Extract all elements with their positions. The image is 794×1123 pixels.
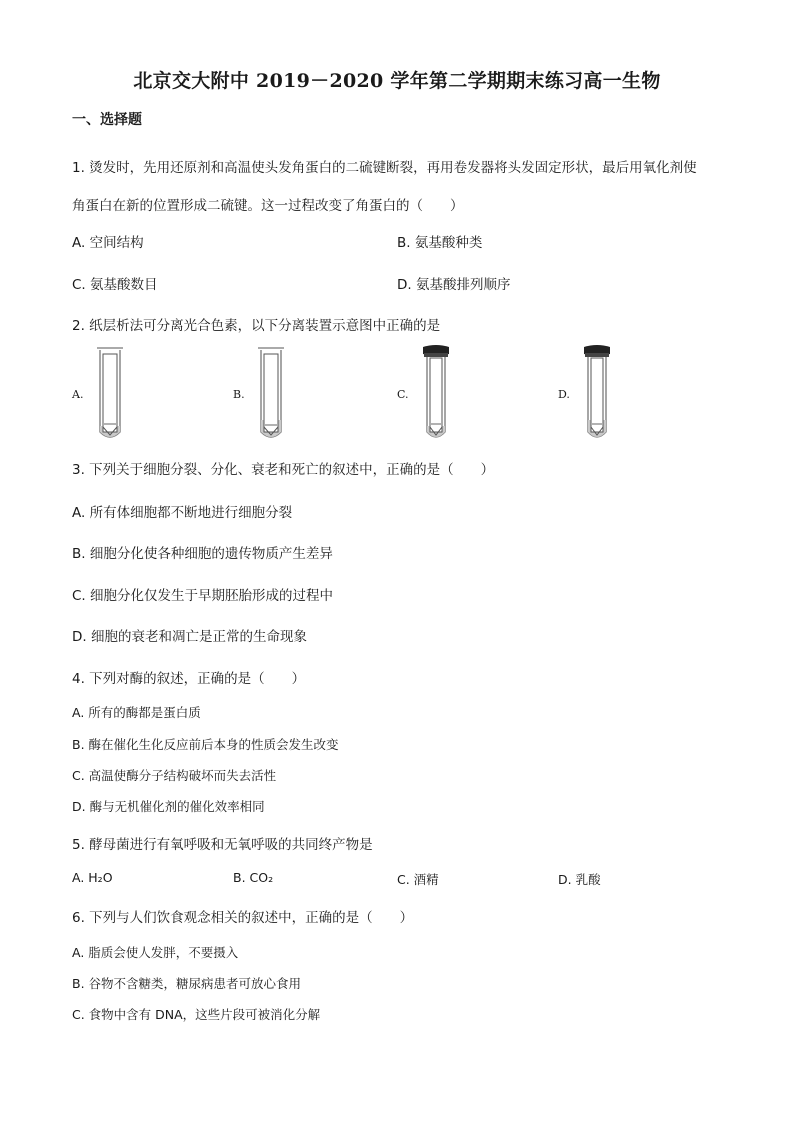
q4-option-d[interactable]: D. 酶与无机催化剂的催化效率相同 [72, 799, 265, 814]
q1-option-c[interactable]: C. 氨基酸数目 [72, 277, 158, 293]
q2-option-c[interactable]: C. [397, 388, 409, 401]
q2-stem: 2. 纸层析法可分离光合色素，以下分离装置示意图中正确的是 [72, 318, 441, 334]
q4-option-c[interactable]: C. 高温使酶分子结构破坏而失去活性 [72, 768, 277, 783]
q6-option-b[interactable]: B. 谷物不含糖类，糖尿病患者可放心食用 [72, 976, 302, 991]
q1-option-b[interactable]: B. 氨基酸种类 [397, 235, 483, 251]
q6-option-a[interactable]: A. 脂质会使人发胖，不要摄入 [72, 945, 239, 960]
q2-option-a[interactable]: A. [72, 388, 84, 401]
test-tube-d-diagram [580, 344, 614, 444]
q3-option-d[interactable]: D. 细胞的衰老和凋亡是正常的生命现象 [72, 629, 307, 645]
q1-stem-line2: 角蛋白在新的位置形成二硫键。这一过程改变了角蛋白的（ ） [72, 198, 464, 214]
q4-option-a[interactable]: A. 所有的酶都是蛋白质 [72, 705, 201, 720]
q5-stem: 5. 酵母菌进行有氧呼吸和无氧呼吸的共同终产物是 [72, 837, 373, 853]
q1-option-a[interactable]: A. 空间结构 [72, 235, 144, 251]
q3-stem: 3. 下列关于细胞分裂、分化、衰老和死亡的叙述中，正确的是（ ） [72, 462, 495, 478]
q4-option-b[interactable]: B. 酶在催化生化反应前后本身的性质会发生改变 [72, 737, 339, 752]
q5-option-a[interactable]: A. H₂O [72, 870, 113, 885]
section-heading: 一、选择题 [72, 112, 142, 128]
q4-stem: 4. 下列对酶的叙述，正确的是（ ） [72, 671, 306, 687]
page-title: 北京交大附中 2019－2020 学年第二学期期末练习高一生物 [133, 70, 661, 92]
q2-option-b[interactable]: B. [233, 388, 245, 401]
q6-stem: 6. 下列与人们饮食观念相关的叙述中，正确的是（ ） [72, 910, 414, 926]
q3-option-c[interactable]: C. 细胞分化仅发生于早期胚胎形成的过程中 [72, 588, 334, 604]
q3-option-b[interactable]: B. 细胞分化使各种细胞的遗传物质产生差异 [72, 546, 333, 562]
test-tube-b-diagram [255, 346, 287, 444]
q1-stem-line1: 1. 烫发时，先用还原剂和高温使头发角蛋白的二硫键断裂，再用卷发器将头发固定形状，最后用氧化剂使 [72, 160, 697, 176]
q5-option-b[interactable]: B. CO₂ [233, 870, 274, 885]
q5-option-d[interactable]: D. 乳酸 [558, 872, 601, 887]
q2-option-d[interactable]: D. [558, 388, 570, 401]
q5-option-c[interactable]: C. 酒精 [397, 872, 439, 887]
test-tube-c-diagram [419, 344, 453, 444]
test-tube-a-diagram [94, 346, 126, 444]
q6-option-c[interactable]: C. 食物中含有 DNA，这些片段可被消化分解 [72, 1007, 321, 1022]
q1-option-d[interactable]: D. 氨基酸排列顺序 [397, 277, 511, 293]
q3-option-a[interactable]: A. 所有体细胞都不断地进行细胞分裂 [72, 505, 293, 521]
